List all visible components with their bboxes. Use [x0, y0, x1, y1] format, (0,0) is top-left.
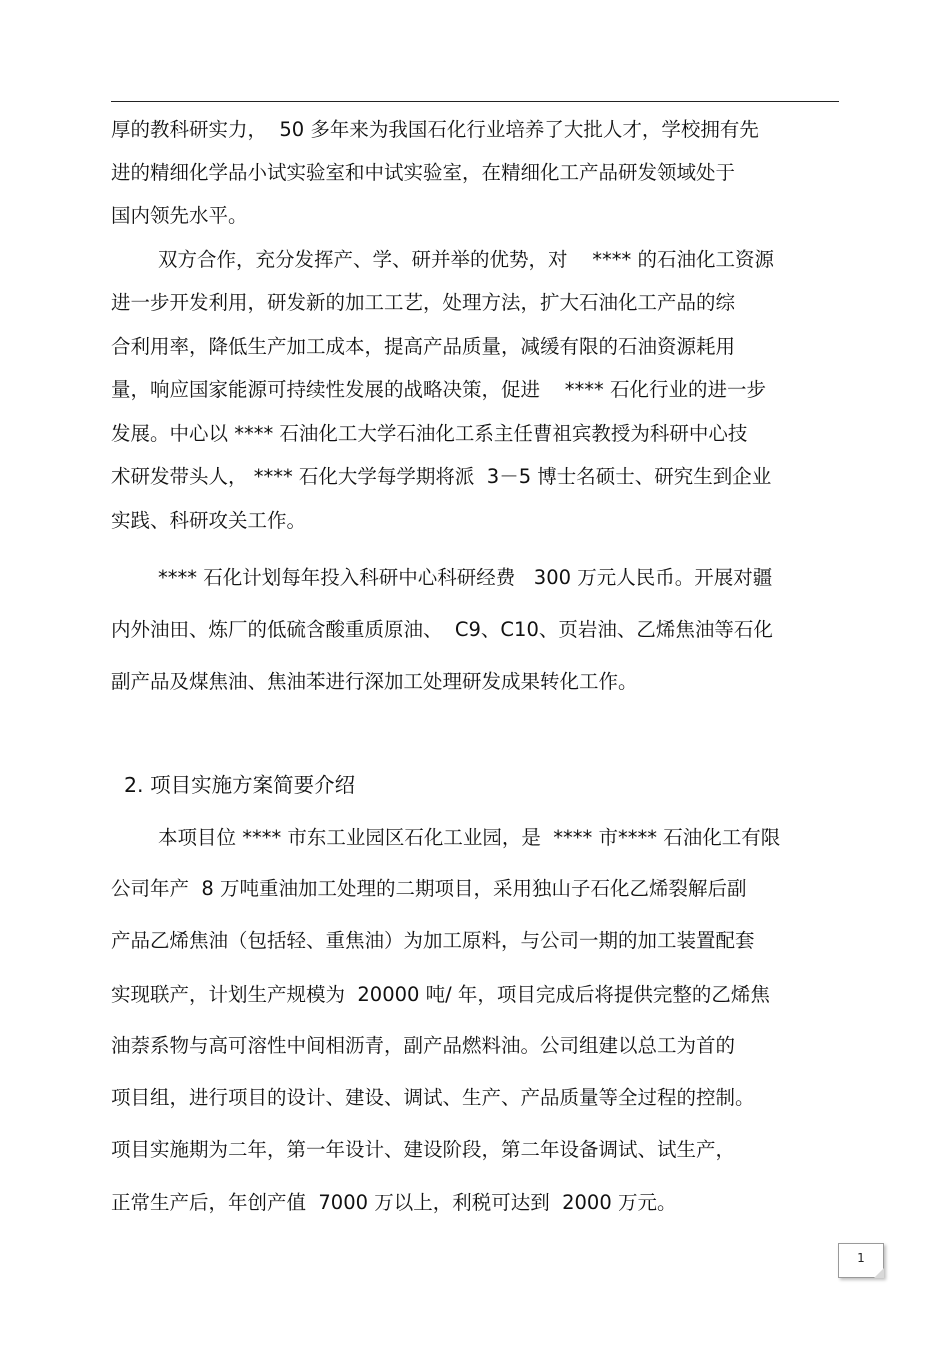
text-line: 实现联产，计划生产规模为 20000 吨/ 年，项目完成后将提供完整的乙烯焦 — [111, 983, 770, 1006]
text-line: 项目实施期为二年，第一年设计、建设阶段，第二年设备调试、试生产， — [111, 1138, 736, 1161]
text-line: 进一步开发利用，研发新的加工工艺，处理方法，扩大石油化工产品的综 — [111, 291, 736, 314]
text-line: 产品乙烯焦油（包括轻、重焦油）为加工原料，与公司一期的加工装置配套 — [111, 929, 755, 952]
text-line: 正常生产后，年创产值 7000 万以上，利税可达到 2000 万元。 — [111, 1191, 677, 1214]
section-heading: 2. 项目实施方案简要介绍 — [124, 773, 356, 797]
text-line: 公司年产 8 万吨重油加工处理的二期项目，采用独山子石化乙烯裂解后副 — [111, 877, 747, 900]
text-line: 合利用率，降低生产加工成本，提高产品质量，减缓有限的石油资源耗用 — [111, 335, 736, 358]
page-number-badge — [838, 1243, 884, 1278]
text-line: 术研发带头人， **** 石化大学每学期将派 3－5 博士名硕士、研究生到企业 — [111, 465, 772, 488]
text-line: 进的精细化学品小试实验室和中试实验室，在精细化工产品研发领域处于 — [111, 161, 736, 184]
text-line: 厚的教科研实力， 50 多年来为我国石化行业培养了大批人才，学校拥有先 — [111, 118, 759, 141]
text-line: 项目组，进行项目的设计、建设、调试、生产、产品质量等全过程的控制。 — [111, 1086, 755, 1109]
header-rule — [111, 101, 839, 102]
text-line: 油萘系物与高可溶性中间相沥青，副产品燃料油。公司组建以总工为首的 — [111, 1034, 736, 1057]
page-number: 1 — [857, 1251, 865, 1265]
text-line: 副产品及煤焦油、焦油苯进行深加工处理研发成果转化工作。 — [111, 670, 638, 693]
text-line: 国内领先水平。 — [111, 204, 248, 227]
text-line: 本项目位 **** 市东工业园区石化工业园，是 **** 市**** 石油化工有限 — [158, 826, 781, 849]
text-line: 量，响应国家能源可持续性发展的战略决策，促进 **** 石化行业的进一步 — [111, 378, 766, 401]
text-line: **** 石化计划每年投入科研中心科研经费 300 万元人民币。开展对疆 — [158, 566, 773, 589]
text-line: 内外油田、炼厂的低硫含酸重质原油、 C9、C10、页岩油、乙烯焦油等石化 — [111, 618, 773, 641]
text-line: 发展。中心以 **** 石油化工大学石油化工系主任曹祖宾教授为科研中心技 — [111, 422, 748, 445]
text-line: 双方合作，充分发挥产、学、研并举的优势，对 **** 的石油化工资源 — [158, 248, 774, 271]
text-line: 实践、科研攻关工作。 — [111, 509, 307, 532]
